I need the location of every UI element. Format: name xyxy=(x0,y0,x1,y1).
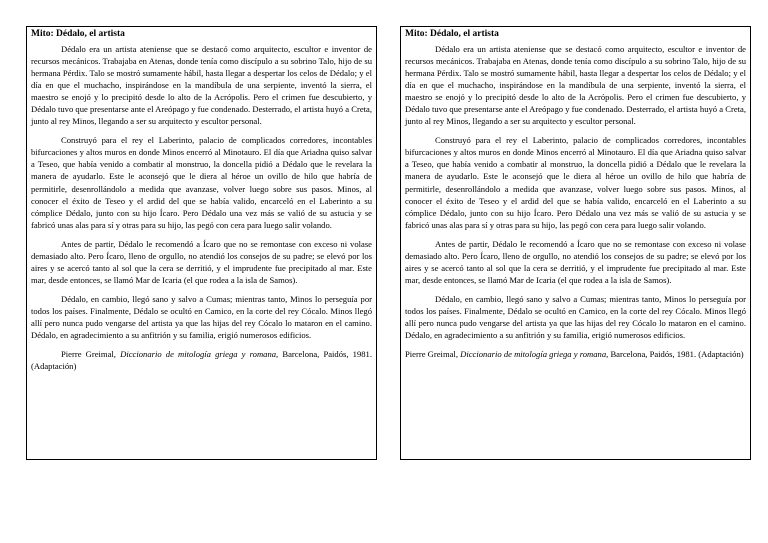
citation xyxy=(31,348,372,372)
citation-work: Diccionario de mitología griega y romana xyxy=(120,349,277,360)
citation-rest: , Barcelona, Paidós, 1981. (Adaptación) xyxy=(31,349,372,372)
document-title: Mito: Dédalo, el artista xyxy=(405,29,499,39)
paragraph-4: Dédalo, en cambio, llegó sano y salvo a Cumas; mientras tanto, Minos lo perseguía por todos los países. Finalmente, Dédalo se ocultó en Camico, en la corte del rey Cócalo. Minos llegó allí pero nunca pudo vengarse del artista ya que las hijas del rey Cócalo lo mataron en el camino. Dédalo, en agradecimiento a su anfitrión y su familia, erigió numerosos edificios. xyxy=(405,293,746,341)
citation-author: Pierre Greimal, xyxy=(61,349,116,360)
citation-work: Diccionario de mitología griega y romana xyxy=(460,349,607,360)
paragraph-3: Antes de partir, Dédalo le recomendó a Ícaro que no se remontase con exceso ni volase demasiado alto. Pero Ícaro, lleno de orgullo, no atendió los consejos de su padre; se elevó por los aires y se acercó tanto al sol que la cera se derritió, y el imprudente fue precipitado al mar. Este mar, desde entonces, se llamó Mar de Icaria (el que rodea a la isla de Samos). xyxy=(405,238,746,285)
text-panel-left xyxy=(26,26,377,460)
document-title: Mito: Dédalo, el artista xyxy=(31,29,125,39)
paragraph-2: Construyó para el rey el Laberinto, palacio de complicados corredores, incontables bifurcaciones y altos muros en donde Minos encerró al Minotauro. El día que Ariadna quiso salvar a Teseo, que había venido a combatir al monstruo, la doncella pidió a Dédalo que le revelara la manera de ayudarlo. Este le aconsejó que le diera al héroe un ovillo de hilo que habría de permitirle, desenrollándolo a medida que avanzase, volver luego sobre sus pasos. Minos, al conocer el éxito de Teseo y el ardid del que se había valido, encarceló en el Laberinto a su cómplice Dédalo, junto con su hijo Ícaro. Pero Dédalo una vez más se valió de su astucia y se fabricó unas alas para sí y otras para su hijo, las pegó con cera para luego salir volando. xyxy=(405,135,746,230)
citation-author: Pierre Greimal, xyxy=(405,349,458,360)
citation xyxy=(405,348,746,360)
citation-rest: , Barcelona, Paidós, 1981. (Adaptación) xyxy=(606,349,744,360)
paragraph-4: Dédalo, en cambio, llegó sano y salvo a Cumas; mientras tanto, Minos lo perseguía por todos los países. Finalmente, Dédalo se ocultó en Camico, en la corte del rey Cócalo. Minos llegó allí pero nunca pudo vengarse del artista ya que las hijas del rey Cócalo lo mataron en el camino. Dédalo, en agradecimiento a su anfitrión y su familia, erigió numerosos edificios. xyxy=(31,293,372,341)
paragraph-3: Antes de partir, Dédalo le recomendó a Ícaro que no se remontase con exceso ni volase demasiado alto. Pero Ícaro, lleno de orgullo, no atendió los consejos de su padre; se elevó por los aires y se acercó tanto al sol que la cera se derritió, y el imprudente fue precipitado al mar. Este mar, desde entonces, se llamó Mar de Icaria (el que rodea a la isla de Samos). xyxy=(31,238,372,285)
paragraph-1: Dédalo era un artista ateniense que se destacó como arquitecto, escultor e inventor de recursos mecánicos. Trabajaba en Atenas, donde tenía como discípulo a su sobrino Talo, hijo de su hermana Pérdix. Talo se mostró sumamente hábil, hasta llegar a despertar los celos de Dédalo; y el día en que el muchacho, inspirándose en la mandíbula de una serpiente, inventó la sierra, el maestro se enojó y lo precipitó desde lo alto de la Acrópolis. Pero el crimen fue descubierto, y Dédalo tuvo que presentarse ante el Areópago y fue condenado. Desterrado, el artista huyó a Creta, junto al rey Minos, llegando a ser su arquitecto y escultor personal. xyxy=(31,44,372,127)
paragraph-2: Construyó para el rey el Laberinto, palacio de complicados corredores, incontables bifurcaciones y altos muros en donde Minos encerró al Minotauro. El día que Ariadna quiso salvar a Teseo, que había venido a combatir al monstruo, la doncella pidió a Dédalo que le revelara la manera de ayudarlo. Este le aconsejó que le diera al héroe un ovillo de hilo que habría de permitirle, desenrollándolo a medida que avanzase, volver luego sobre sus pasos. Minos, al conocer el éxito de Teseo y el ardid del que se había valido, encarceló en el Laberinto a su cómplice Dédalo, junto con su hijo Ícaro. Pero Dédalo una vez más se valió de su astucia y se fabricó unas alas para sí y otras para su hijo, las pegó con cera para luego salir volando. xyxy=(31,135,372,230)
paragraph-1: Dédalo era un artista ateniense que se destacó como arquitecto, escultor e inventor de recursos mecánicos. Trabajaba en Atenas, donde tenía como discípulo a su sobrino Talo, hijo de su hermana Pérdix. Talo se mostró sumamente hábil, hasta llegar a despertar los celos de Dédalo; y el día en que el muchacho, inspirándose en la mandíbula de una serpiente, inventó la sierra, el maestro se enojó y lo precipitó desde lo alto de la Acrópolis. Pero el crimen fue descubierto, y Dédalo tuvo que presentarse ante el Areópago y fue condenado. Desterrado, el artista huyó a Creta, junto al rey Minos, llegando a ser su arquitecto y escultor personal. xyxy=(405,44,746,127)
text-panel-right xyxy=(400,26,751,460)
